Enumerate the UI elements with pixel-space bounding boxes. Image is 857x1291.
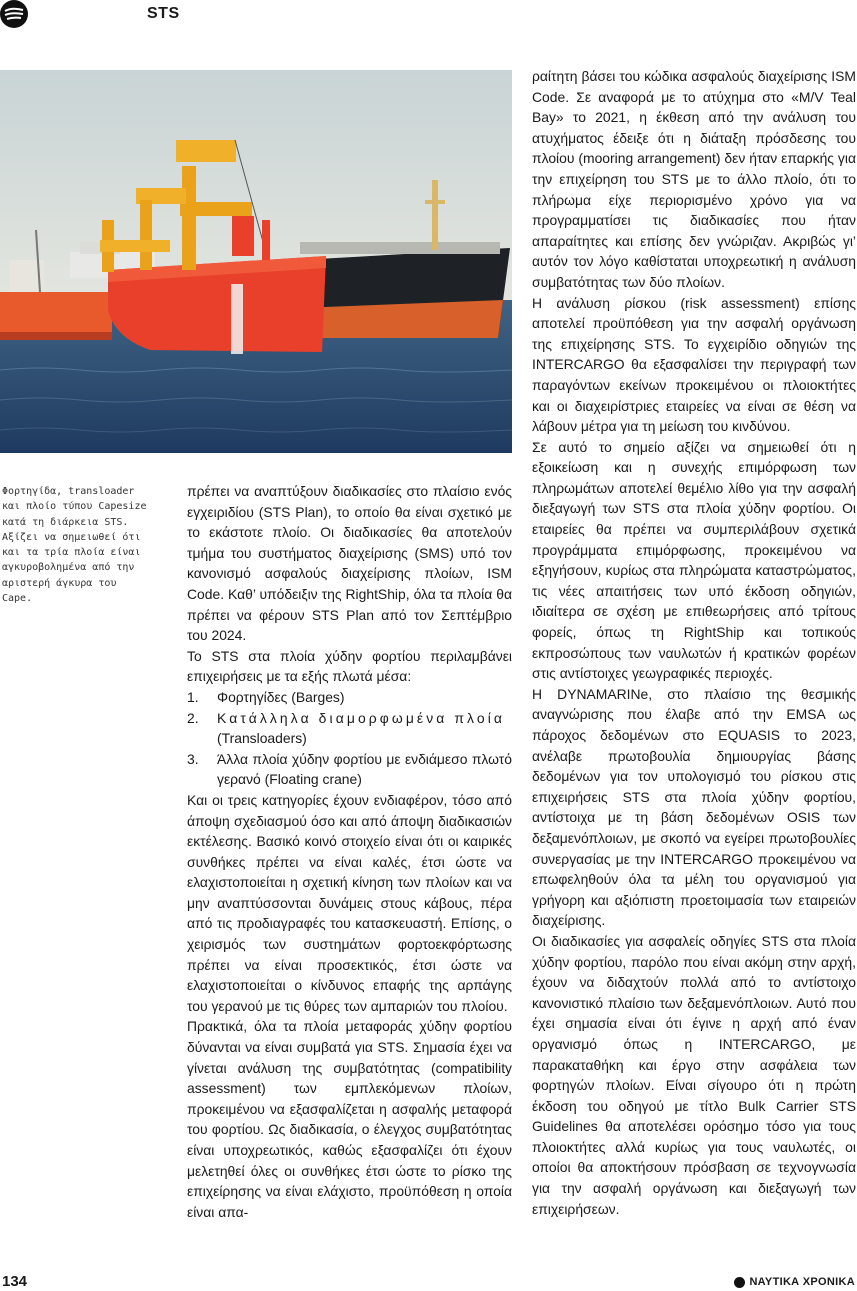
list-item	[187, 749, 512, 790]
list-item-text: Κατάλληλα διαμορφωμένα πλοία	[217, 709, 506, 726]
vessel-list	[187, 687, 512, 790]
paragraph: πρέπει να αναπτύξουν διαδικασίες στο πλαίσιο ενός εγχειριδίου (STS Plan), το οποίο θα είναι σχετικό με το εκάστοτε πλοίο. Οι διαδικασίες θα αποτελούν τμήμα του συστήματος διαχείρισης (SMS) υπό τον κανονισμό ασφαλούς διαχείρισης πλοίων, ISM Code. Καθ’ υπόδειξιν της RightShip, όλα τα πλοία θα πρέπει να φέρουν STS Plan από τον Σεπτέμβριο του 2024.	[187, 483, 512, 644]
magazine-logo-icon	[0, 0, 28, 28]
paragraph: Σε αυτό το σημείο αξίζει να σημειωθεί ότι η εξοικείωση και η συνεχής επιμόρφωση των πληρωμάτων αποτελεί θεμέλιο λίθο για την ασφαλή διεξαγωγή των STS στα πλοία χύδην φορτίου. Οι εταιρείες θα πρέπει να συμπεριλάβουν σχετικά προγράμματα επιμόρφωσης, προκειμένου να εξηγήσουν, κυρίως στα πληρώματα καταστρώματος, τις νέες απαιτήσεις των υπό έκδοση οδηγιών, ιδιαίτερα σε σχέση με επιθεωρήσεις από τρίτους φορείς, όπως τη RightShip και τοπικούς εκπροσώπους των ναυλωτών ή κρατικών φορέων στις αντίστοιχες γεωγραφικές περιοχές.	[532, 438, 856, 682]
paragraph: Η DYNAMARINe, στο πλαίσιο της θεσμικής αναγνώρισης που έλαβε από την EMSA ως πάροχος δεδομένων στο EQUASIS το 2023, ανέλαβε πρωτοβουλία δημιουργίας βάσης δεδομένων για τον υπολογισμό του ρίσκου στις επιχειρήσεις STS στα πλοία χύδην φορτίου, αντίστοιχα με τη βάση δεδομένων OSIS των δεξαμενόπλοιων, με σκοπό να εγείρει πρωτοβουλίες συνεργασίας με την INTERCARGO προκειμένου να επωφεληθούν όλα τα μέλη του οργανισμού για γρήγορη και αξιόπιστη προετοιμασία των εταιρειών διαχείρισης.	[532, 685, 856, 929]
article-column-right	[532, 66, 856, 1219]
brand-name: ΝΑΥΤΙΚΑ ΧΡΟΝΙΚΑ	[749, 1276, 855, 1288]
list-item	[187, 708, 512, 749]
paragraph: Η ανάλυση ρίσκου (risk assessment) επίσης αποτελεί προϋπόθεση για την ασφαλή οργάνωση της επιχείρησης STS. Το εγχειρίδιο οδηγιών της INTERCARGO θα εξασφαλίσει την περιγραφή των παραγόντων εκείνων προκειμένου οι πλοιοκτήτες και οι διαχειρίστριες εταιρείες να είναι σε θέση να λάβουν μέτρα για τη μείωση του κινδύνου.	[532, 294, 856, 435]
brand-logo-icon	[734, 1277, 745, 1288]
list-number: 1.	[187, 688, 199, 705]
footer-brand	[734, 1276, 855, 1288]
paragraph: Το STS στα πλοία χύδην φορτίου περιλαμβάνει επιχειρήσεις με τα εξής πλωτά μέσα:	[187, 647, 512, 685]
article-column-middle	[187, 481, 512, 1222]
paragraph: ραίτητη βάσει του κώδικα ασφαλούς διαχείρισης ISM Code. Σε αναφορά με το ατύχημα στο «M/V Teal Bay» το 2021, η έκθεση από την ανάλυση του ατυχήματος έδειξε ότι η διάταξη πρόσδεσης του πλοίου (mooring arrangement) δεν ήταν επαρκής για την επιχείρηση του STS με το άλλο πλοίο, ότι το πλήρωμα είχε περιορισμένο χρόνο για να προγραμματίσει τις διαδικασίες που ήταν απαραίτητες και επίσης δεν γνώριζαν. Ακριβώς γι’ αυτόν τον λόγο καθίσταται υποχρεωτική η ανάλυση συμβατότητας των δύο πλοίων.	[532, 68, 856, 290]
list-number: 3.	[187, 750, 199, 767]
photo-caption: Φορτηγίδα, transloader και πλοίο τύπου Capesize κατά τη διάρκεια STS. Αξίζει να σημειωθεί ότι και τα τρία πλοία είναι αγκυροβολημένα από την αριστερή άγκυρα του Cape.	[2, 486, 147, 605]
paragraph: Οι διαδικασίες για ασφαλείς οδηγίες STS στα πλοία χύδην φορτίου, παρόλο που είναι ακόμη στην αρχή, έχουν να διδαχτούν πολλά από το αντίστοιχο κανονιστικό πλαίσιο των δεξαμενόπλοιων. Αυτό που έχει σημασία είναι ότι έγινε η αρχή από έναν οργανισμό όπως η INTERCARGO, με παρακαταθήκη και έργο στην ασφάλεια των φορτηγών πλοίων. Είναι σίγουρο ότι η πρώτη έκδοση του οδηγού με τίτλο Bulk Carrier STS Guidelines θα αποτελέσει ορόσημο τόσο για τους πλοιοκτήτες αλλά κυρίως για τους ναυλωτές, οι οποίοι θα αποκτήσουν πρόσβαση σε τεχνογνωσία για την ασφαλή οργάνωση και διεξαγωγή των επιχειρήσεων.	[532, 932, 856, 1217]
list-item-text: (Transloaders)	[217, 730, 307, 747]
list-item-text: Φορτηγίδες (Barges)	[217, 688, 345, 705]
list-item-text: Άλλα πλοία χύδην φορτίου με ενδιάμεσο πλωτό γερανό (Floating crane)	[217, 750, 512, 788]
paragraph: Πρακτικά, όλα τα πλοία μεταφοράς χύδην φορτίου δύνανται να είναι συμβατά για STS. Σημασία έχει να γίνεται ανάλυση της συμβατότητας (compatibility assessment) των εμπλεκόμενων πλοίων, προκειμένου να εξασφαλίζεται η ασφαλής μεταφορά του φορτίου. Ως διαδικασία, ο έλεγχος συμβατότητας είναι υποχρεωτικός, καθώς εξασφαλίζει ότι έχουν μελετηθεί όλες οι συνθήκες έτσι ώστε το ρίσκο της επιχείρησης να είναι ελάχιστο, προϋπόθεση η οποία είναι απα-	[187, 1018, 512, 1220]
list-number: 2.	[187, 709, 199, 726]
section-title: STS	[147, 5, 180, 22]
page-number: 134	[2, 1273, 28, 1290]
list-item	[187, 687, 512, 708]
article-photo	[0, 70, 512, 453]
paragraph: Και οι τρεις κατηγορίες έχουν ενδιαφέρον, τόσο από άποψη σχεδιασμού όσο και από άποψη διαδικασιών εκτέλεσης. Βασικό κοινό στοιχείο είναι ότι οι καιρικές συνθήκες πρέπει να είναι καλές, έτσι ώστε να ελαχιστοποιείται η σχετική κίνηση των πλοίων και να μην αναπτύσσονται δυνάμεις στους κάβους, πέρα από τις προδιαγραφές του κατασκευαστή. Επίσης, ο χειρισμός των συστημάτων φορτοεκφόρτωσης πρέπει να είναι προσεκτικός, έτσι ώστε να ελαχιστοποιείται ο κίνδυνος επαφής της αρπάγης του γερανού με τις θύρες των αμπαριών του πλοίου.	[187, 791, 512, 1014]
